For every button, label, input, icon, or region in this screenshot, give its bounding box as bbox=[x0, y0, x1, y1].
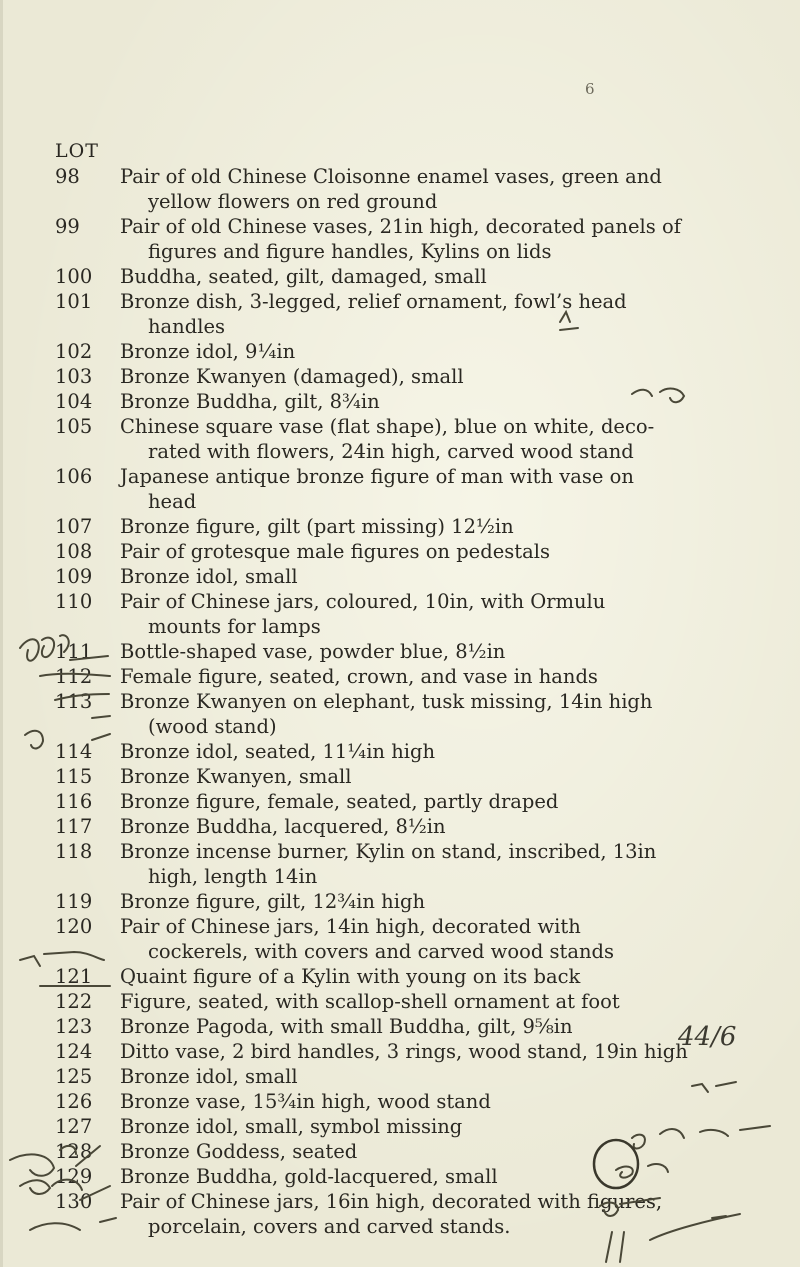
lot-description bbox=[120, 689, 720, 739]
lot-description-line: rated with flowers, 24in high, carved wood stand bbox=[148, 440, 634, 463]
lot-description bbox=[120, 1189, 720, 1239]
lot-description-line: Bronze Kwanyen (damaged), small bbox=[120, 365, 464, 388]
lot-description-line: high, length 14in bbox=[148, 865, 318, 888]
lot-description-line: porcelain, covers and carved stands. bbox=[148, 1215, 511, 1238]
lot-number: 112 bbox=[55, 665, 93, 688]
lot-number: 114 bbox=[55, 740, 93, 763]
lot-description-line: Buddha, seated, gilt, damaged, small bbox=[120, 265, 487, 288]
lot-number: 118 bbox=[55, 840, 93, 863]
lot-description bbox=[120, 664, 720, 689]
lot-description-line: Pair of old Chinese vases, 21in high, decorated panels of bbox=[120, 215, 681, 238]
lot-description-line: Bronze Kwanyen, small bbox=[120, 765, 352, 788]
lot-number: 107 bbox=[55, 515, 93, 538]
lot-number: 111 bbox=[55, 640, 93, 663]
lot-number: 130 bbox=[55, 1190, 93, 1213]
lot-description bbox=[120, 839, 720, 889]
lot-description bbox=[120, 414, 720, 464]
lot-description bbox=[120, 364, 720, 389]
lot-description bbox=[120, 589, 720, 639]
lot-description-line: Bronze idol, small bbox=[120, 1065, 298, 1088]
lot-description-line: Female figure, seated, crown, and vase in hands bbox=[120, 665, 598, 688]
lot-description bbox=[120, 264, 720, 289]
lot-description-line: Bottle-shaped vase, powder blue, 8½in bbox=[120, 640, 506, 663]
lot-description-line: Bronze figure, gilt (part missing) 12½in bbox=[120, 515, 514, 538]
lot-description-line: (wood stand) bbox=[148, 715, 277, 738]
lot-description-line: Japanese antique bronze figure of man with vase on bbox=[120, 465, 634, 488]
lot-number: 127 bbox=[55, 1115, 93, 1138]
lot-number: 100 bbox=[55, 265, 93, 288]
lot-description bbox=[120, 739, 720, 764]
lot-description-line: Pair of grotesque male figures on pedestals bbox=[120, 540, 550, 563]
lot-description-line: figures and figure handles, Kylins on lids bbox=[148, 240, 552, 263]
lot-description bbox=[120, 1164, 720, 1189]
lot-description-line: Bronze figure, female, seated, partly draped bbox=[120, 790, 559, 813]
lot-description bbox=[120, 1064, 720, 1089]
lot-description-line: Bronze idol, small, symbol missing bbox=[120, 1115, 463, 1138]
lot-description bbox=[120, 164, 720, 214]
lot-description bbox=[120, 989, 720, 1014]
lot-description bbox=[120, 514, 720, 539]
lot-description bbox=[120, 1114, 720, 1139]
lot-description-line: Ditto vase, 2 bird handles, 3 rings, wood stand, 19in high bbox=[120, 1040, 688, 1063]
lot-column-heading: LOT bbox=[55, 140, 99, 162]
lot-description-line: Bronze idol, seated, 11¼in high bbox=[120, 740, 436, 763]
lot-description-line: Bronze Buddha, lacquered, 8½in bbox=[120, 815, 446, 838]
lot-number: 104 bbox=[55, 390, 93, 413]
lot-description-line: Bronze Kwanyen on elephant, tusk missing, 14in high bbox=[120, 690, 653, 713]
lot-description bbox=[120, 214, 720, 264]
handwritten-price-note: 44/6 bbox=[678, 1022, 737, 1052]
lot-description bbox=[120, 914, 720, 964]
lot-number: 124 bbox=[55, 1040, 93, 1063]
lot-description-line: Figure, seated, with scallop-shell ornament at foot bbox=[120, 990, 620, 1013]
lot-description bbox=[120, 464, 720, 514]
handwritten-margin-marks bbox=[0, 0, 130, 1267]
lot-number: 122 bbox=[55, 990, 93, 1013]
lot-description bbox=[120, 564, 720, 589]
lot-description-line: Pair of Chinese jars, 14in high, decorated with bbox=[120, 915, 581, 938]
lot-number: 129 bbox=[55, 1165, 93, 1188]
lot-description bbox=[120, 1039, 720, 1064]
lot-number: 105 bbox=[55, 415, 93, 438]
lot-description-line: Pair of Chinese jars, 16in high, decorated with figures, bbox=[120, 1190, 663, 1213]
lot-number: 115 bbox=[55, 765, 93, 788]
lot-description bbox=[120, 389, 720, 414]
lot-description-line: Bronze vase, 15¾in high, wood stand bbox=[120, 1090, 491, 1113]
lot-description bbox=[120, 964, 720, 989]
lot-description bbox=[120, 1139, 720, 1164]
lot-number: 120 bbox=[55, 915, 93, 938]
lot-description-line: mounts for lamps bbox=[148, 615, 321, 638]
lot-number: 119 bbox=[55, 890, 93, 913]
lot-number: 102 bbox=[55, 340, 93, 363]
lot-number: 116 bbox=[55, 790, 93, 813]
lot-description bbox=[120, 889, 720, 914]
lot-description bbox=[120, 789, 720, 814]
lot-number: 126 bbox=[55, 1090, 93, 1113]
lot-description-line: Bronze Buddha, gilt, 8¾in bbox=[120, 390, 380, 413]
lot-number: 110 bbox=[55, 590, 93, 613]
lot-description-line: cockerels, with covers and carved wood stands bbox=[148, 940, 615, 963]
lot-description-line: handles bbox=[148, 315, 226, 338]
lot-number: 109 bbox=[55, 565, 93, 588]
lot-description-line: Pair of old Chinese Cloisonne enamel vases, green and bbox=[120, 165, 662, 188]
lot-description bbox=[120, 764, 720, 789]
lot-description bbox=[120, 339, 720, 364]
lot-number: 125 bbox=[55, 1065, 93, 1088]
lot-description-line: Bronze Pagoda, with small Buddha, gilt, 9⅝in bbox=[120, 1015, 573, 1038]
lot-description bbox=[120, 1014, 720, 1039]
lot-description-line: Bronze Goddess, seated bbox=[120, 1140, 358, 1163]
lot-description bbox=[120, 1089, 720, 1114]
lot-description-line: Bronze dish, 3-legged, relief ornament, fowl’s head bbox=[120, 290, 627, 313]
lot-number: 117 bbox=[55, 815, 93, 838]
lot-number: 98 bbox=[55, 165, 80, 188]
lot-number: 123 bbox=[55, 1015, 93, 1038]
lot-description bbox=[120, 289, 720, 339]
lot-description-line: yellow flowers on red ground bbox=[148, 190, 438, 213]
lot-description-line: Bronze figure, gilt, 12¾in high bbox=[120, 890, 426, 913]
lot-description-line: Bronze idol, small bbox=[120, 565, 298, 588]
lot-description bbox=[120, 814, 720, 839]
page-number: 6 bbox=[585, 80, 595, 98]
lot-number: 99 bbox=[55, 215, 80, 238]
lot-description-line: Bronze idol, 9¼in bbox=[120, 340, 296, 363]
lot-number: 113 bbox=[55, 690, 93, 713]
lot-number: 106 bbox=[55, 465, 93, 488]
lot-description-line: head bbox=[148, 490, 197, 513]
lot-description-line: Pair of Chinese jars, coloured, 10in, with Ormulu bbox=[120, 590, 606, 613]
lot-description-line: Quaint figure of a Kylin with young on its back bbox=[120, 965, 581, 988]
lot-number: 108 bbox=[55, 540, 93, 563]
lot-description-line: Bronze incense burner, Kylin on stand, inscribed, 13in bbox=[120, 840, 657, 863]
lot-number: 103 bbox=[55, 365, 93, 388]
lot-description bbox=[120, 539, 720, 564]
lot-description-line: Chinese square vase (flat shape), blue on white, deco- bbox=[120, 415, 655, 438]
lot-description bbox=[120, 639, 720, 664]
lot-number: 101 bbox=[55, 290, 93, 313]
lot-number: 121 bbox=[55, 965, 93, 988]
lot-description-line: Bronze Buddha, gold-lacquered, small bbox=[120, 1165, 498, 1188]
lot-number: 128 bbox=[55, 1140, 93, 1163]
